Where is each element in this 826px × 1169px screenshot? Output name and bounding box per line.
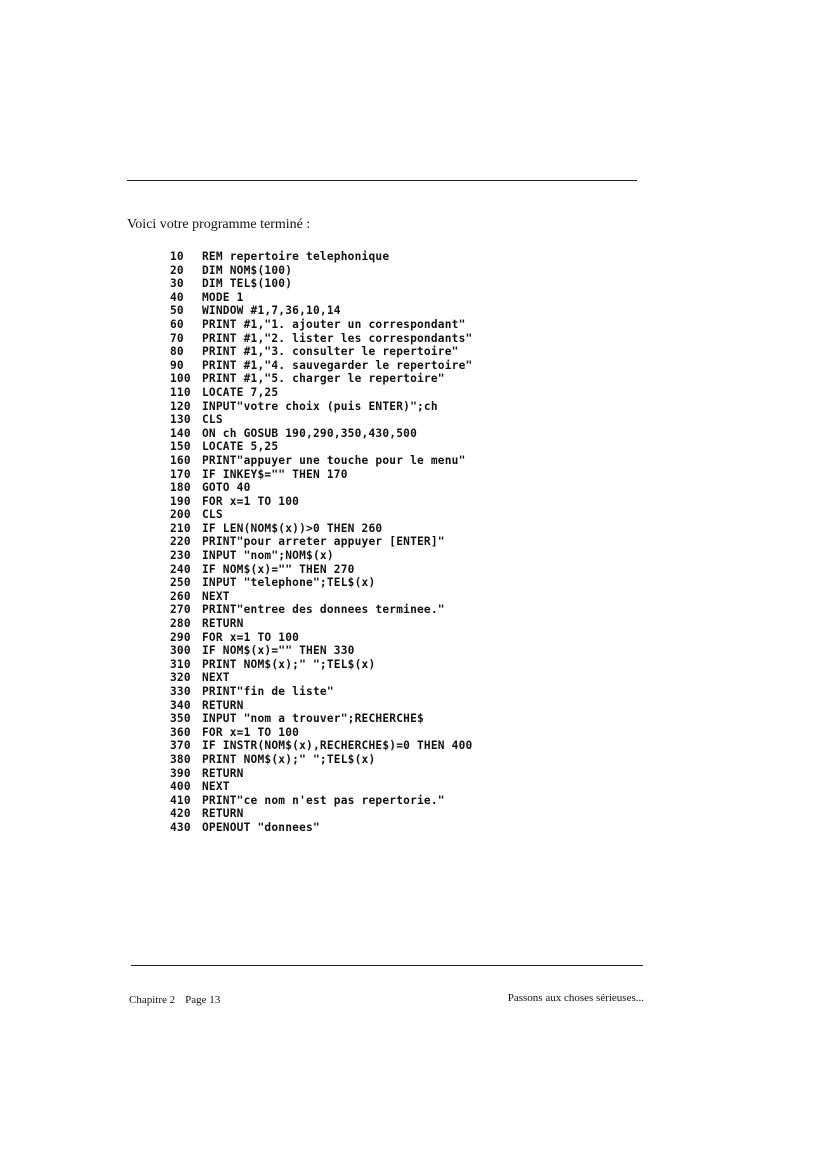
code-line [170,739,472,753]
line-number: 130 [170,413,191,427]
line-code: DIM TEL$(100) [202,277,293,291]
code-line [170,807,472,821]
line-number: 140 [170,426,191,440]
line-number: 320 [170,671,191,685]
code-line [170,318,472,332]
line-code: INPUT "nom a trouver";RECHERCHE$ [202,712,424,726]
code-line [170,631,472,645]
line-code: RETURN [202,766,244,780]
line-code: IF LEN(NOM$(x))>0 THEN 260 [202,521,383,535]
line-code: FOR x=1 TO 100 [202,725,300,739]
code-line [170,427,472,441]
line-code: INPUT"votre choix (puis ENTER)";ch [202,399,438,413]
code-line [170,821,472,835]
code-line [170,495,472,509]
line-code: PRINT #1,"2. lister les correspondants" [202,331,473,345]
line-number: 200 [170,508,191,522]
line-code: PRINT NOM$(x);" ";TEL$(x) [202,752,376,766]
line-number: 70 [170,331,184,345]
line-number: 350 [170,712,191,726]
line-number: 80 [170,345,184,359]
code-line [170,658,472,672]
line-code: RETURN [202,807,244,821]
code-line [170,481,472,495]
line-number: 380 [170,752,191,766]
code-line [170,291,472,305]
code-line [170,359,472,373]
line-code: PRINT"appuyer une touche pour le menu" [202,453,466,467]
line-code: NEXT [202,671,230,685]
line-number: 370 [170,739,191,753]
line-code: OPENOUT "donnees" [202,820,320,834]
code-line [170,277,472,291]
line-number: 100 [170,372,191,386]
line-code: INPUT "nom";NOM$(x) [202,549,334,563]
code-line [170,712,472,726]
line-number: 60 [170,317,184,331]
code-line [170,400,472,414]
page-number: Page 13 [185,994,221,1006]
line-code: DIM NOM$(100) [202,263,293,277]
code-line [170,454,472,468]
footer-rule [131,965,643,966]
line-number: 110 [170,385,191,399]
line-code: REM repertoire telephonique [202,250,390,263]
line-code: GOTO 40 [202,481,251,495]
line-code: PRINT"fin de liste" [202,685,334,698]
line-number: 180 [170,481,191,495]
line-number: 170 [170,467,191,481]
line-code: PRINT #1,"5. charger le repertoire" [202,372,445,386]
line-number: 20 [170,263,184,277]
line-code: PRINT #1,"1. ajouter un correspondant" [202,317,466,331]
line-number: 280 [170,617,191,631]
line-code: WINDOW #1,7,36,10,14 [202,304,341,318]
line-number: 250 [170,576,191,590]
line-code: CLS [202,413,223,427]
line-code: RETURN [202,698,244,712]
code-line [170,685,472,699]
line-code: RETURN [202,617,244,631]
code-line [170,264,472,278]
code-line [170,549,472,563]
code-line [170,304,472,318]
line-number: 310 [170,657,191,671]
line-code: ON ch GOSUB 190,290,350,430,500 [202,426,417,440]
code-line [170,590,472,604]
code-line [170,603,472,617]
line-number: 340 [170,698,191,712]
line-code: NEXT [202,780,230,794]
code-line [170,332,472,346]
running-title: Passons aux choses sérieuses... [507,992,644,1004]
line-code: PRINT #1,"3. consulter le repertoire" [202,345,459,359]
code-line [170,617,472,631]
line-number: 260 [170,589,191,603]
code-line [170,522,472,536]
line-number: 90 [170,358,184,372]
code-line [170,563,472,577]
line-number: 220 [170,535,191,549]
line-code: IF NOM$(x)="" THEN 270 [202,562,355,576]
line-number: 30 [170,277,184,291]
footer-left [129,994,220,1006]
chapter-label: Chapitre 2 [129,994,176,1006]
code-line [170,767,472,781]
line-number: 40 [170,290,184,304]
line-code: IF INSTR(NOM$(x),RECHERCHE$)=0 THEN 400 [202,739,473,753]
line-code: PRINT"ce nom n'est pas repertorie." [202,793,445,807]
line-number: 230 [170,549,191,563]
line-code: LOCATE 5,25 [202,440,279,454]
line-code: FOR x=1 TO 100 [202,630,300,644]
line-code: PRINT"entree des donnees terminee." [202,603,445,617]
program-listing [170,250,472,835]
code-line [170,345,472,359]
line-code: FOR x=1 TO 100 [202,494,300,508]
code-line [170,250,472,264]
code-line [170,386,472,400]
line-number: 390 [170,766,191,780]
code-line [170,440,472,454]
line-number: 290 [170,630,191,644]
code-line [170,644,472,658]
line-number: 430 [170,820,191,834]
line-number: 330 [170,685,191,698]
line-number: 240 [170,562,191,576]
line-code: NEXT [202,589,230,603]
line-number: 50 [170,304,184,318]
code-line [170,780,472,794]
code-line [170,535,472,549]
line-number: 420 [170,807,191,821]
line-code: CLS [202,508,223,522]
code-line [170,576,472,590]
line-number: 120 [170,399,191,413]
code-line [170,671,472,685]
code-line [170,794,472,808]
line-number: 210 [170,521,191,535]
line-number: 160 [170,453,191,467]
line-code: IF NOM$(x)="" THEN 330 [202,644,355,658]
line-number: 300 [170,644,191,658]
line-number: 360 [170,725,191,739]
code-line [170,372,472,386]
code-line [170,468,472,482]
line-code: IF INKEY$="" THEN 170 [202,467,348,481]
line-number: 400 [170,780,191,794]
code-line [170,699,472,713]
line-number: 190 [170,494,191,508]
line-code: INPUT "telephone";TEL$(x) [202,576,376,590]
line-code: MODE 1 [202,290,244,304]
line-number: 150 [170,440,191,454]
intro-text: Voici votre programme terminé : [127,217,311,232]
line-number: 270 [170,603,191,617]
code-line [170,726,472,740]
line-number: 10 [170,250,184,263]
header-rule [127,180,637,181]
line-number: 410 [170,793,191,807]
code-line [170,753,472,767]
code-line [170,413,472,427]
line-code: PRINT NOM$(x);" ";TEL$(x) [202,657,376,671]
line-code: PRINT #1,"4. sauvegarder le repertoire" [202,358,473,372]
line-code: PRINT"pour arreter appuyer [ENTER]" [202,535,445,549]
code-line [170,508,472,522]
line-code: LOCATE 7,25 [202,385,279,399]
